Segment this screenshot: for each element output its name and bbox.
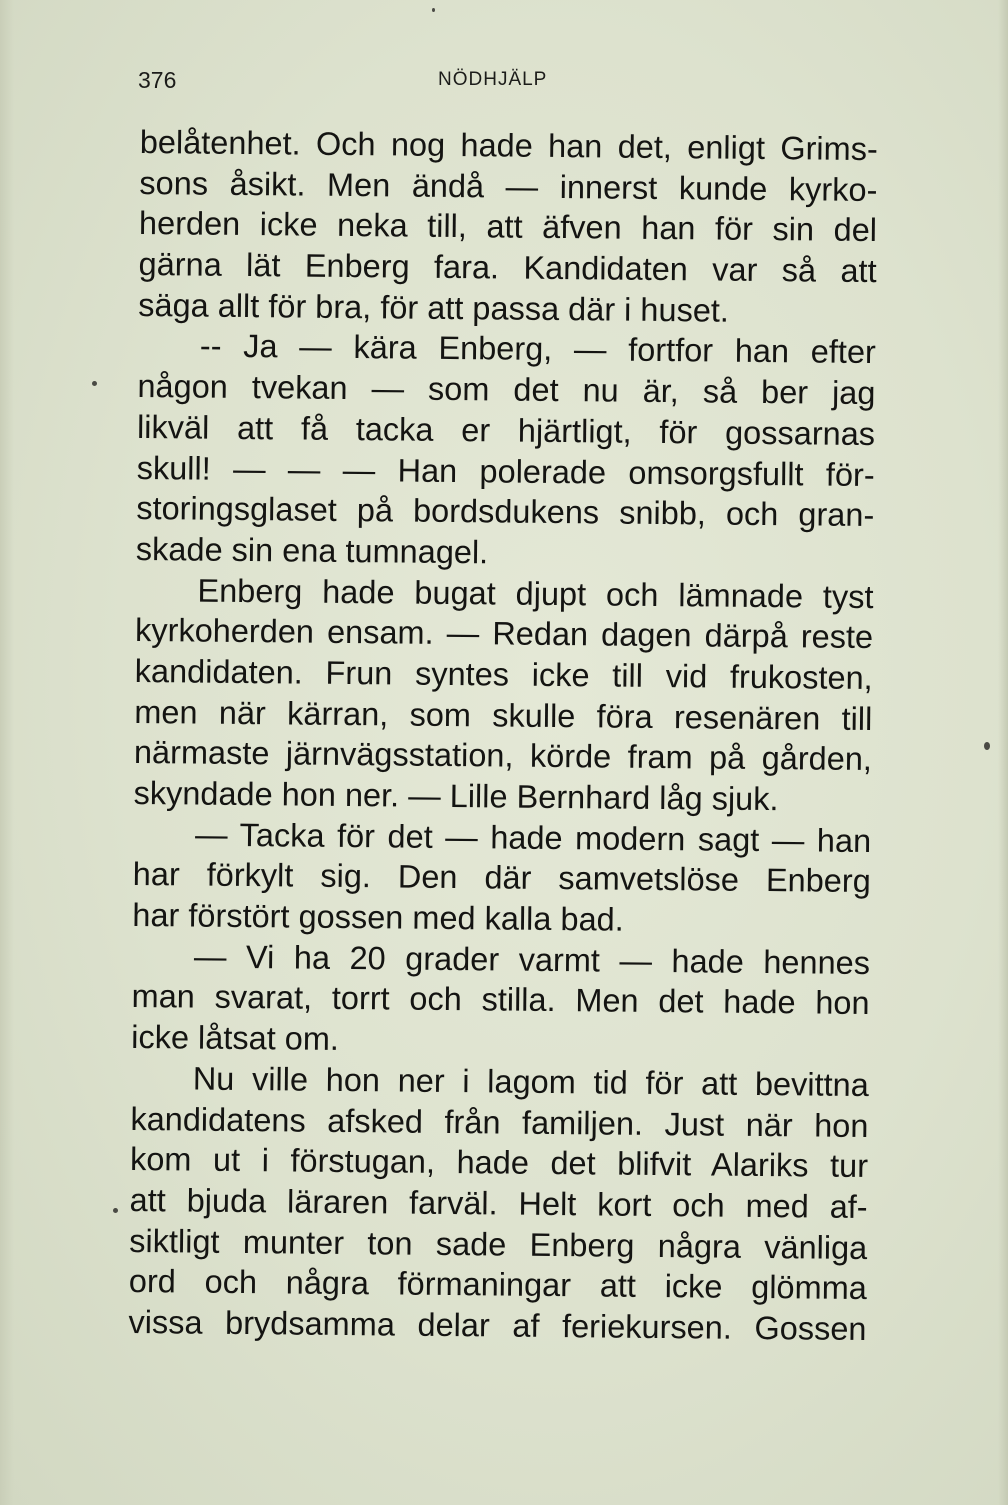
text-line: Nu ville hon ner i lagom tid för att bevittna [192, 1060, 869, 1103]
text-line: ord och några förmaningar att icke glömma [128, 1263, 868, 1307]
text-line: sons åsikt. Men ändå — innerst kunde kyrko- [139, 164, 878, 208]
text-line: herden icke neka till, att äfven han för sin del [138, 205, 878, 249]
text-line: likväl att få tacka er hjärtligt, för gossarnas [136, 408, 876, 452]
text-line: skull! — — — Han polerade omsorgsfullt för- [136, 449, 875, 493]
paper-speck [92, 381, 97, 386]
text-line: — Vi ha 20 grader varmt — hade hennes [193, 938, 871, 981]
page-header [138, 60, 876, 100]
text-line: icke låtsat om. [131, 1019, 340, 1058]
text-line: skade sin ena tumnagel. [135, 530, 489, 571]
text-line: — Tacka för det — hade modern sagt — han [194, 816, 872, 859]
text-line: kandidatens afsked från familjen. Just när hon [130, 1100, 869, 1144]
text-line: man svarat, torrt och stilla. Men det hade hon [131, 978, 870, 1022]
text-line: kyrkoherden ensam. — Redan dagen därpå reste [134, 612, 874, 656]
text-line: storingsglaset på bordsdukens snibb, och gran- [136, 490, 875, 534]
page-number: 376 [138, 67, 177, 93]
running-head: NÖDHJÄLP [438, 69, 548, 90]
paper-speck [432, 8, 435, 12]
paper-speck [113, 1208, 118, 1213]
page-right-edge-shadow [998, 0, 1008, 1505]
text-line: skyndade hon ner. — Lille Bernhard låg sjuk. [133, 774, 779, 818]
text-line: att bjuda läraren farväl. Helt kort och med af- [129, 1181, 868, 1225]
text-line: belåtenhet. Och nog hade han det, enligt Grims- [139, 123, 878, 168]
text-line: siktligt munter ton sade Enberg några vänliga [129, 1222, 868, 1266]
text-line: närmaste järnvägsstation, körde fram på gården, [133, 734, 873, 778]
text-line: vissa brydsamma delar af feriekursen. Gossen [128, 1303, 867, 1347]
paper-speck [984, 742, 990, 750]
text-line: men när kärran, som skulle föra resenären till [134, 693, 873, 737]
text-line: har förstört gossen med kalla bad. [132, 897, 624, 938]
text-line: har förkylt sig. Den där samvetslöse Enberg [132, 856, 871, 900]
text-line: Enberg hade bugat djupt och lämnade tyst [197, 572, 874, 615]
text-line: kandidaten. Frun syntes icke till vid frukosten, [134, 652, 873, 696]
text-line: säga allt för bra, för att passa där i huset. [138, 286, 730, 329]
text-line: gärna lät Enberg fara. Kandidaten var så att [138, 246, 877, 290]
page-left-edge-shadow [0, 0, 14, 1505]
text-line: kom ut i förstugan, hade det blifvit Alariks tur [129, 1141, 869, 1185]
text-line: någon tvekan — som det nu är, så ber jag [137, 368, 876, 412]
text-line: -- Ja — kära Enberg, — fortfor han efter [199, 328, 876, 371]
body-text [128, 122, 878, 1350]
